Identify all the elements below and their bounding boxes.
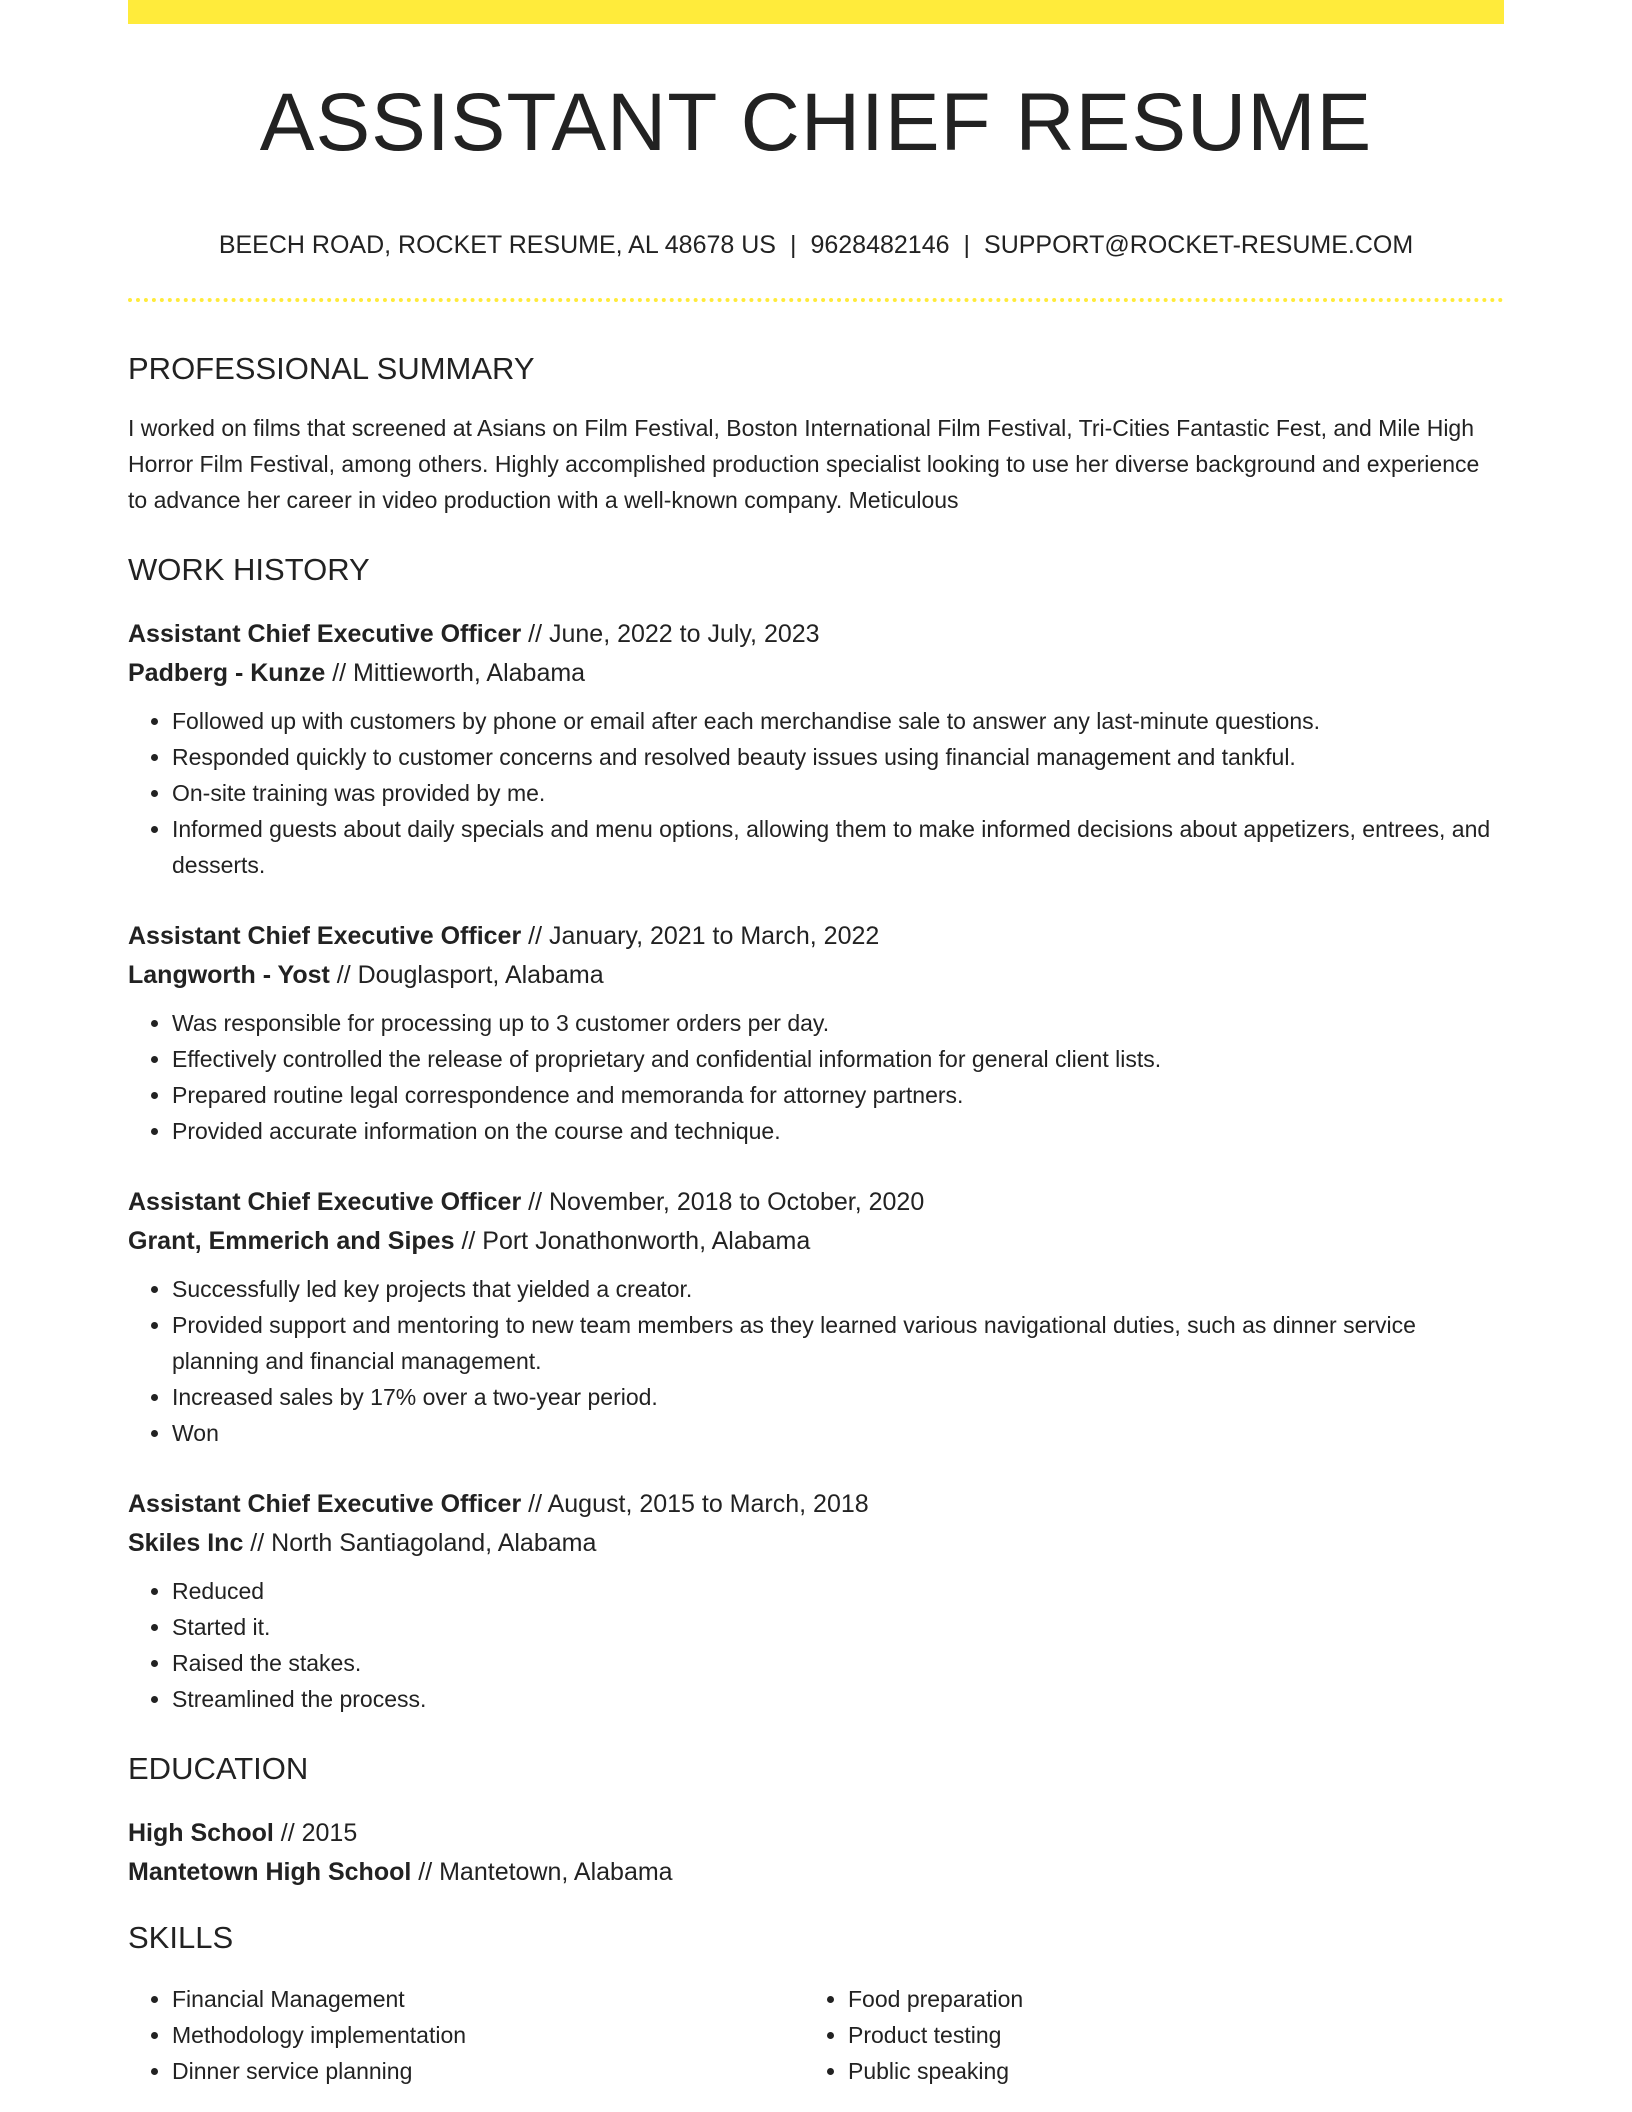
job-bullet: • Streamlined the process. [172,1681,1504,1717]
education-school: Mantetown High School [128,1858,412,1886]
job-company-line [128,956,1504,995]
job-location: // Douglasport, Alabama [329,961,604,989]
contact-phone: 9628482146 [810,231,950,259]
education-heading: EDUCATION [128,1751,309,1786]
job-bullet: • Informed guests about daily specials and menu options, allowing them to make informed decisions about appetizers, entrees, and desserts. [172,811,1504,883]
job-bullet: • On-site training was provided by me. [172,775,1504,811]
job-bullet: • Reduced [172,1573,1504,1609]
job-bullets [128,1573,1504,1717]
skill-item: • Methodology implementation [172,2017,804,2053]
job-entry [128,615,1504,883]
job-bullet: • Raised the stakes. [172,1645,1504,1681]
job-bullet: • Won [172,1415,1504,1451]
job-bullet: • Responded quickly to customer concerns and resolved beauty issues using financial management and tankful. [172,739,1504,775]
job-title-line [128,615,1504,654]
job-company-line [128,1524,1504,1563]
education-degree: High School [128,1819,274,1847]
skills-column-right [804,1981,1480,2089]
contact-separator: | [963,231,971,259]
job-bullet: • Prepared routine legal correspondence and memoranda for attorney partners. [172,1077,1504,1113]
job-company: Skiles Inc [128,1529,244,1557]
job-bullet: • Increased sales by 17% over a two-year period. [172,1379,1504,1415]
contact-line [128,233,1504,258]
job-company-line [128,654,1504,693]
contact-address: BEECH ROAD, ROCKET RESUME, AL 48678 US [218,231,776,259]
work-history-list [128,615,1504,1717]
job-bullet: • Successfully led key projects that yielded a creator. [172,1271,1504,1307]
education-degree-line [128,1814,1504,1853]
header-divider [128,298,1504,302]
skill-item: • Product testing [848,2017,1480,2053]
job-entry [128,917,1504,1149]
skills-column-left [128,1981,804,2089]
job-bullets [128,1271,1504,1451]
job-bullet: • Started it. [172,1609,1504,1645]
job-dates: // January, 2021 to March, 2022 [521,922,880,950]
job-title-line [128,1485,1504,1524]
job-title: Assistant Chief Executive Officer [128,922,522,950]
job-location: // Port Jonathonworth, Alabama [454,1227,811,1255]
education-location: // Mantetown, Alabama [411,1858,673,1886]
job-entry [128,1485,1504,1717]
job-entry [128,1183,1504,1451]
job-title: Assistant Chief Executive Officer [128,1188,522,1216]
job-bullets [128,703,1504,883]
job-company: Grant, Emmerich and Sipes [128,1227,455,1255]
resume-title: ASSISTANT CHIEF RESUME [259,77,1373,168]
contact-separator: | [789,231,797,259]
job-bullet: • Was responsible for processing up to 3 customer orders per day. [172,1005,1504,1041]
skill-item: • Dinner service planning [172,2053,804,2089]
skill-item: • Public speaking [848,2053,1480,2089]
education-entry [128,1814,1504,1892]
skill-item: • Financial Management [172,1981,804,2017]
skills-heading: SKILLS [128,1920,234,1955]
education-school-line [128,1853,1504,1892]
top-accent-bar [128,0,1504,24]
job-company: Langworth - Yost [128,961,330,989]
education-year: // 2015 [273,1819,358,1847]
job-title: Assistant Chief Executive Officer [128,620,522,648]
job-location: // North Santiagoland, Alabama [243,1529,597,1557]
job-title-line [128,917,1504,956]
job-dates: // August, 2015 to March, 2018 [521,1490,869,1518]
job-bullet: • Provided accurate information on the course and technique. [172,1113,1504,1149]
job-bullet: • Provided support and mentoring to new team members as they learned various navigational duties, such as dinner service planning and financial management. [172,1307,1504,1379]
job-dates: // November, 2018 to October, 2020 [521,1188,925,1216]
job-bullet: • Followed up with customers by phone or email after each merchandise sale to answer any last-minute questions. [172,703,1504,739]
job-company: Padberg - Kunze [128,659,326,687]
job-dates: // June, 2022 to July, 2023 [521,620,820,648]
job-company-line [128,1222,1504,1261]
job-title: Assistant Chief Executive Officer [128,1490,522,1518]
work-history-heading: WORK HISTORY [128,552,370,587]
skill-item: • Food preparation [848,1981,1480,2017]
resume-page [128,0,1504,2089]
summary-text: I worked on films that screened at Asians on Film Festival, Boston International Film Festival, Tri-Cities Fantastic Fest, and Mile High Horror Film Festival, among others. Highly accomplished production specialist looking to use her diverse background and experience to advance her career in video production with a well-known company. Meticulous [128,415,1480,513]
contact-email: SUPPORT@ROCKET-RESUME.COM [984,231,1414,259]
summary-heading: PROFESSIONAL SUMMARY [128,351,535,386]
job-bullet: • Effectively controlled the release of proprietary and confidential information for general client lists. [172,1041,1504,1077]
job-bullets [128,1005,1504,1149]
job-location: // Mittieworth, Alabama [325,659,586,687]
skills-list [128,1981,1504,2089]
job-title-line [128,1183,1504,1222]
